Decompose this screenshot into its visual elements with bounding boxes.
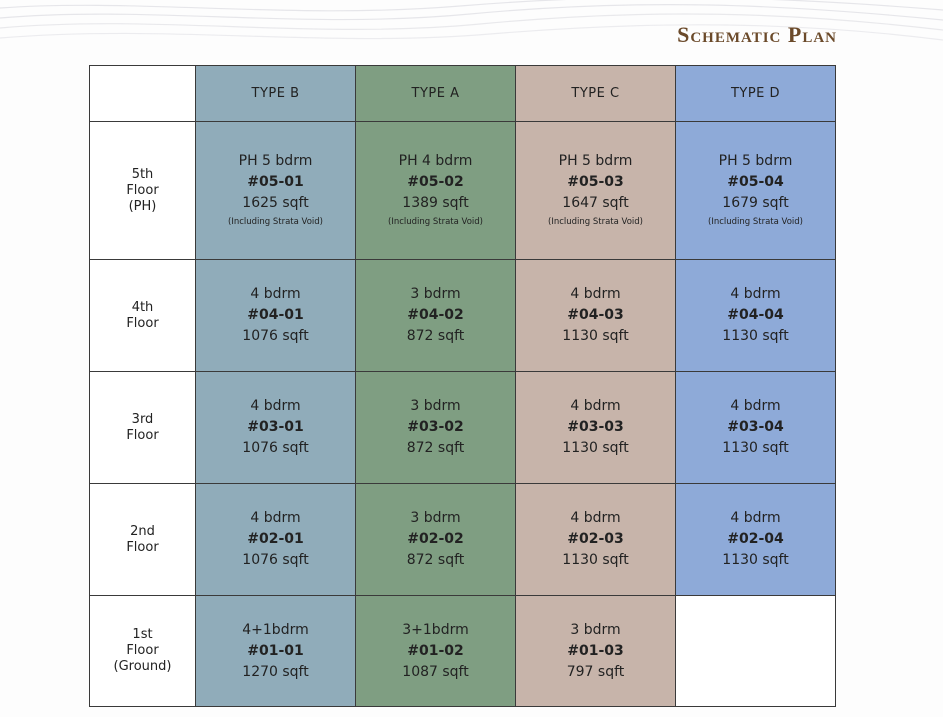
unit-number: #03-03	[567, 419, 624, 435]
unit-bedrooms: 4 bdrm	[250, 286, 301, 302]
unit-bedrooms: 4 bdrm	[570, 398, 621, 414]
unit-cell	[676, 372, 836, 484]
unit-bedrooms: 3 bdrm	[570, 621, 621, 638]
unit-number: #04-04	[727, 307, 784, 323]
unit-area: 1625 sqft	[242, 195, 309, 211]
floor-row-1	[90, 596, 836, 707]
unit-number: #05-03	[567, 174, 624, 190]
page-title: Schematic Plan	[677, 22, 837, 47]
unit-bedrooms: 4 bdrm	[730, 398, 781, 414]
type-c-header: TYPE C	[516, 66, 676, 122]
unit-area: 1076 sqft	[242, 328, 309, 344]
unit-area: 1076 sqft	[242, 552, 309, 568]
type-header-row	[90, 66, 836, 122]
unit-bedrooms: 4 bdrm	[730, 286, 781, 302]
type-b-header: TYPE B	[196, 66, 356, 122]
unit-note: (Including Strata Void)	[708, 217, 803, 227]
unit-area: 872 sqft	[406, 552, 465, 568]
unit-number: #02-04	[727, 531, 784, 547]
unit-cell	[516, 596, 676, 707]
unit-cell	[356, 122, 516, 260]
unit-note: (Including Strata Void)	[228, 217, 323, 227]
unit-number: #04-01	[247, 307, 304, 323]
unit-bedrooms: 4 bdrm	[250, 510, 301, 526]
unit-area: 872 sqft	[406, 328, 465, 344]
floor-label: 2nd Floor	[90, 484, 196, 596]
unit-bedrooms: PH 5 bdrm	[558, 153, 633, 169]
unit-note: (Including Strata Void)	[548, 217, 643, 227]
unit-number: #05-02	[407, 174, 464, 190]
unit-cell	[516, 484, 676, 596]
unit-bedrooms: 3 bdrm	[410, 510, 461, 526]
unit-bedrooms: 3 bdrm	[410, 286, 461, 302]
corner-cell	[90, 66, 196, 122]
unit-number: #03-01	[247, 419, 304, 435]
unit-cell	[196, 484, 356, 596]
unit-number: #05-04	[727, 174, 784, 190]
unit-bedrooms: PH 5 bdrm	[238, 153, 313, 169]
unit-area: 872 sqft	[406, 440, 465, 456]
unit-bedrooms: PH 5 bdrm	[718, 153, 793, 169]
unit-cell	[356, 260, 516, 372]
unit-number: #01-03	[567, 642, 624, 659]
unit-cell	[196, 122, 356, 260]
unit-number: #01-02	[407, 642, 464, 659]
unit-area: 1389 sqft	[402, 195, 469, 211]
floor-label: 4th Floor	[90, 260, 196, 372]
unit-cell	[516, 122, 676, 260]
unit-bedrooms: 4 bdrm	[570, 286, 621, 302]
unit-area: 1076 sqft	[242, 440, 309, 456]
unit-cell	[516, 372, 676, 484]
unit-bedrooms: 3+1bdrm	[402, 621, 469, 638]
unit-number: #05-01	[247, 174, 304, 190]
unit-number: #04-02	[407, 307, 464, 323]
unit-cell	[676, 122, 836, 260]
unit-bedrooms: 4 bdrm	[570, 510, 621, 526]
unit-bedrooms: 4 bdrm	[250, 398, 301, 414]
floor-label: 3rd Floor	[90, 372, 196, 484]
unit-number: #02-01	[247, 531, 304, 547]
unit-area: 1130 sqft	[562, 552, 629, 568]
unit-number: #02-03	[567, 531, 624, 547]
unit-number: #01-01	[247, 642, 304, 659]
unit-area: 1130 sqft	[722, 440, 789, 456]
unit-cell	[676, 260, 836, 372]
unit-area: 797 sqft	[566, 663, 625, 680]
schematic-plan-table	[89, 65, 836, 707]
unit-area: 1647 sqft	[562, 195, 629, 211]
unit-number: #02-02	[407, 531, 464, 547]
unit-bedrooms: 4 bdrm	[730, 510, 781, 526]
unit-area: 1087 sqft	[402, 663, 469, 680]
unit-area: 1130 sqft	[722, 552, 789, 568]
unit-area: 1130 sqft	[722, 328, 789, 344]
unit-bedrooms: PH 4 bdrm	[398, 153, 473, 169]
unit-number: #04-03	[567, 307, 624, 323]
unit-area: 1130 sqft	[562, 328, 629, 344]
unit-cell	[356, 484, 516, 596]
type-a-header: TYPE A	[356, 66, 516, 122]
floor-row-5	[90, 122, 836, 260]
unit-area: 1270 sqft	[242, 663, 309, 680]
floor-row-3	[90, 372, 836, 484]
unit-area: 1679 sqft	[722, 195, 789, 211]
unit-cell	[196, 260, 356, 372]
unit-cell	[356, 596, 516, 707]
unit-bedrooms: 3 bdrm	[410, 398, 461, 414]
floor-label: 1st Floor (Ground)	[90, 596, 196, 707]
unit-number: #03-04	[727, 419, 784, 435]
unit-bedrooms: 4+1bdrm	[242, 621, 309, 638]
unit-cell	[356, 372, 516, 484]
unit-note: (Including Strata Void)	[388, 217, 483, 227]
floor-row-2	[90, 484, 836, 596]
unit-cell	[516, 260, 676, 372]
unit-cell	[196, 596, 356, 707]
unit-cell	[196, 372, 356, 484]
unit-area: 1130 sqft	[562, 440, 629, 456]
unit-number: #03-02	[407, 419, 464, 435]
floor-row-4	[90, 260, 836, 372]
floor-label: 5th Floor (PH)	[90, 122, 196, 260]
unit-cell	[676, 484, 836, 596]
empty-cell	[676, 596, 836, 707]
type-d-header: TYPE D	[676, 66, 836, 122]
